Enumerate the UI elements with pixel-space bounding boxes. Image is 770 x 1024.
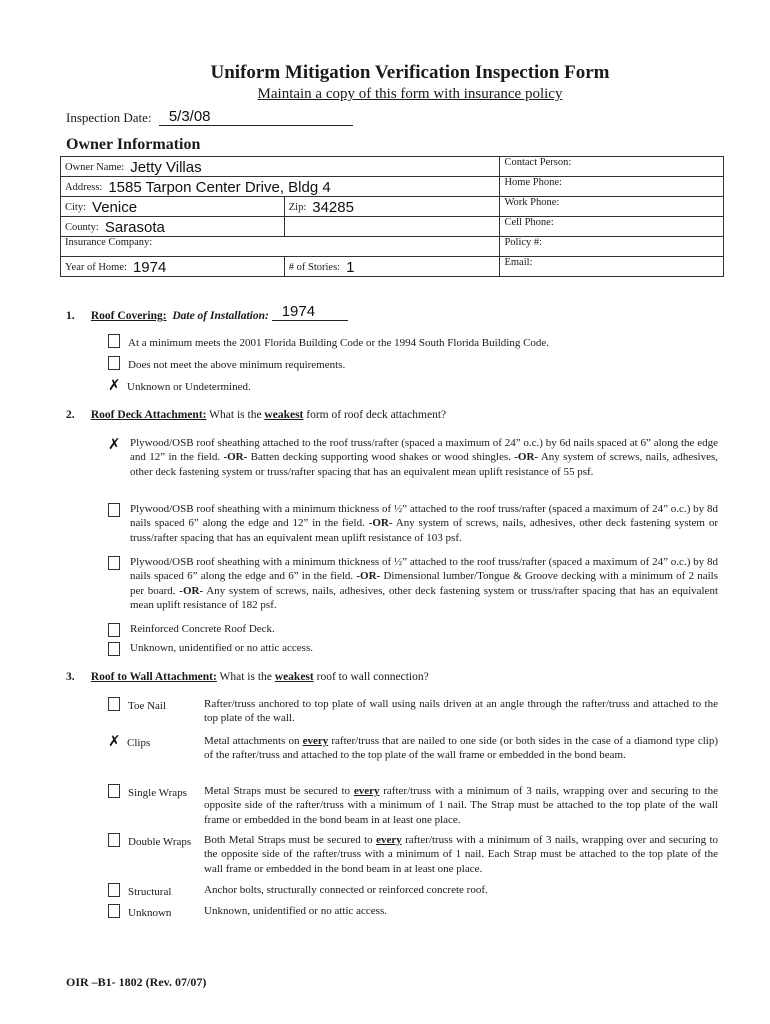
- form-subtitle: Maintain a copy of this form with insurance policy: [257, 86, 563, 102]
- roof-deck-option: [130, 622, 718, 636]
- roof-deck-option: [130, 436, 718, 479]
- installation-date-value: 1974: [281, 303, 316, 320]
- work-phone-label: Work Phone:: [504, 197, 560, 208]
- checkbox[interactable]: [108, 833, 120, 847]
- checkbox[interactable]: [108, 503, 120, 517]
- table-row: [61, 257, 724, 277]
- option-label: Clips: [127, 737, 151, 749]
- table-row: [61, 177, 724, 197]
- question-emphasis: weakest: [274, 671, 314, 683]
- section-number: 1.: [66, 310, 75, 322]
- city-field[interactable]: [61, 197, 285, 217]
- question-emphasis: weakest: [264, 409, 304, 421]
- installation-date-label: Date of Installation:: [172, 310, 269, 322]
- county-blank-field[interactable]: [284, 217, 500, 237]
- policy-number-field[interactable]: [500, 237, 724, 257]
- option-text: Batten decking supporting wood shakes or wood shingles.: [250, 451, 511, 464]
- inspection-date-value: 5/3/08: [168, 108, 211, 125]
- option-label: Toe Nail: [128, 700, 167, 712]
- county-value: Sarasota: [104, 219, 165, 236]
- home-phone-field[interactable]: [500, 177, 724, 197]
- checkbox[interactable]: [108, 642, 120, 656]
- form-title: Uniform Mitigation Verification Inspection Form: [210, 62, 610, 83]
- section-title: Roof to Wall Attachment:: [90, 671, 217, 683]
- zip-field[interactable]: [284, 197, 500, 217]
- description-text: rafter/truss with a minimum of 3 nails, wrapping over and securing to the opposite side of the rafter/truss with a minimum of 1 nail. Each Strap must be attached to the top plate of the wall frame or embedded in the bond beam in at least one place.: [204, 834, 718, 875]
- roof-deck-heading: [66, 409, 446, 421]
- option-label: Unknown: [128, 907, 172, 919]
- option-text: Reinforced Concrete Roof Deck.: [130, 623, 275, 635]
- description-text: Rafter/truss anchored to top plate of wall using nails driven at an angle through the rafter/truss and attached to the top plate of the wall.: [204, 698, 718, 725]
- owner-name-label: Owner Name:: [65, 162, 125, 173]
- checked-checkbox[interactable]: ✗: [108, 435, 121, 453]
- question-text: What is the: [209, 409, 262, 421]
- roof-deck-option: [130, 641, 718, 655]
- year-of-home-field[interactable]: [61, 257, 285, 277]
- or-separator: -OR-: [356, 570, 381, 583]
- year-of-home-value: 1974: [132, 259, 167, 276]
- roof-wall-option[interactable]: [108, 697, 166, 712]
- home-phone-label: Home Phone:: [504, 177, 562, 188]
- table-row: [61, 217, 724, 237]
- or-separator: -OR-: [223, 451, 248, 464]
- zip-value: 34285: [312, 199, 354, 216]
- checkbox[interactable]: [108, 697, 120, 711]
- city-value: Venice: [92, 199, 138, 216]
- option-description: [204, 734, 718, 763]
- address-value: 1585 Tarpon Center Drive, Bldg 4: [108, 179, 331, 196]
- option-text: Plywood/OSB roof sheathing with a minimum thickness of ½” attached to the roof truss/rafter (spaced a maximum of 24” o.c.) by 8d nails spaced 6” along the edge and 6” in the field.: [130, 556, 718, 583]
- address-label: Address:: [65, 182, 103, 193]
- roof-covering-heading: [66, 305, 348, 322]
- roof-covering-option[interactable]: [108, 334, 549, 350]
- roof-deck-option: [130, 502, 718, 545]
- zip-label: Zip:: [288, 202, 307, 213]
- form-footer: OIR –B1- 1802 (Rev. 07/07): [66, 975, 207, 989]
- description-text: rafter/truss with a minimum of 3 nails, wrapping over and securing to the opposite side of the rafter/truss with a minimum of 1 nail. The Strap must be attached to the top plate of the wall frame or embedded in the bond beam in at least one place.: [204, 785, 718, 826]
- option-label: Single Wraps: [128, 787, 187, 799]
- option-text: Any system of screws, nails, adhesives, other deck fastening system or truss/rafter spacing that has an equivalent mean uplift resistance of 103 psf.: [130, 517, 718, 544]
- cell-phone-field[interactable]: [500, 217, 724, 237]
- checkbox[interactable]: [108, 356, 120, 370]
- description-text: Metal attachments on: [204, 735, 300, 747]
- option-text: Plywood/OSB roof sheathing with a minimum thickness of ½” attached to the roof truss/rafter (spaced a maximum of 24” o.c.) by 8d nails spaced 6” along the edge and 12” in the field.: [130, 503, 718, 530]
- stories-label: # of Stories:: [288, 262, 341, 273]
- checked-checkbox[interactable]: ✗: [108, 376, 121, 394]
- contact-person-label: Contact Person:: [504, 157, 572, 168]
- checkbox[interactable]: [108, 334, 120, 348]
- option-description: [204, 833, 718, 876]
- email-field[interactable]: [500, 257, 724, 277]
- checkbox[interactable]: [108, 623, 120, 637]
- option-label: Structural: [128, 886, 172, 898]
- description-text: Both Metal Straps must be secured to: [204, 834, 373, 846]
- or-separator: -OR-: [179, 584, 204, 597]
- option-text: Any system of screws, nails, adhesives, other deck fastening system or truss/rafter spacing that has an equivalent mean uplift resistance of 55 psf.: [130, 451, 719, 478]
- question-text: What is the: [219, 671, 272, 683]
- year-of-home-label: Year of Home:: [65, 262, 127, 273]
- option-description: [204, 883, 718, 897]
- cell-phone-label: Cell Phone:: [504, 217, 554, 228]
- option-text: Unknown, unidentified or no attic access.: [130, 642, 313, 654]
- section-number: 2.: [66, 409, 75, 421]
- inspection-date-field[interactable]: [159, 109, 353, 126]
- description-emphasis: every: [353, 785, 380, 797]
- roof-wall-heading: [66, 671, 429, 683]
- work-phone-field[interactable]: [500, 197, 724, 217]
- roof-wall-option[interactable]: [108, 883, 171, 898]
- owner-info-table: [60, 156, 724, 277]
- roof-covering-option[interactable]: [108, 356, 345, 372]
- description-text: rafter/truss that are nailed to one side (or both sides in the case of a diamond type clip) of the rafter/truss and attached to the top plate of the wall frame or embedded in the bond beam.: [204, 735, 719, 762]
- owner-name-field[interactable]: [61, 157, 500, 177]
- roof-wall-option[interactable]: [108, 833, 191, 848]
- installation-date-field[interactable]: [272, 305, 348, 321]
- roof-wall-option[interactable]: [108, 734, 150, 749]
- description-emphasis: every: [376, 834, 402, 846]
- option-label: Unknown or Undetermined.: [127, 381, 251, 393]
- insurance-company-label: Insurance Company:: [65, 237, 153, 248]
- table-row: [61, 197, 724, 217]
- option-description: [204, 904, 718, 918]
- insurance-company-field[interactable]: [61, 237, 500, 257]
- option-description: [204, 784, 718, 827]
- roof-deck-option: [130, 555, 718, 613]
- county-label: County:: [65, 222, 99, 233]
- checkbox[interactable]: [108, 556, 120, 570]
- description-text: Anchor bolts, structurally connected or reinforced concrete roof.: [204, 884, 488, 896]
- table-row: [61, 237, 724, 257]
- stories-field[interactable]: [284, 257, 500, 277]
- option-text: Plywood/OSB roof sheathing attached to the roof truss/rafter (spaced a maximum of 24” o.c.) by 6d nails spaced at 6” along the edge and 12” in the field.: [130, 437, 718, 464]
- stories-value: 1: [346, 259, 355, 276]
- section-number: 3.: [66, 671, 75, 683]
- roof-covering-option[interactable]: [108, 378, 251, 394]
- table-row: [61, 157, 724, 177]
- policy-number-label: Policy #:: [504, 237, 543, 248]
- option-description: [204, 697, 718, 726]
- option-text: Any system of screws, nails, adhesives, other deck fastening system or truss/rafter spacing that has an equivalent mean uplift resistance of 182 psf.: [130, 584, 718, 612]
- option-text: Dimensional lumber/Tongue & Groove decking with a minimum of 2 nails per board.: [130, 570, 718, 597]
- section-title: Roof Deck Attachment:: [90, 409, 207, 421]
- option-label: Double Wraps: [128, 836, 192, 848]
- description-text: Unknown, unidentified or no attic access.: [204, 905, 387, 917]
- email-label: Email:: [504, 257, 533, 268]
- owner-name-value: Jetty Villas: [130, 159, 202, 176]
- description-emphasis: every: [302, 735, 329, 747]
- or-separator: -OR-: [368, 517, 393, 530]
- inspection-date-row: [66, 109, 353, 126]
- roof-wall-option[interactable]: [108, 904, 171, 919]
- checkbox[interactable]: [108, 904, 120, 918]
- roof-wall-option[interactable]: [108, 784, 187, 799]
- or-separator: -OR-: [514, 451, 539, 464]
- inspection-date-label: Inspection Date:: [66, 110, 152, 125]
- county-field[interactable]: [61, 217, 285, 237]
- question-text: form of roof deck attachment?: [306, 409, 447, 421]
- city-label: City:: [65, 202, 87, 213]
- option-label: At a minimum meets the 2001 Florida Building Code or the 1994 South Florida Building Code.: [128, 337, 550, 349]
- option-label: Does not meet the above minimum requirements.: [128, 359, 346, 371]
- owner-info-heading: Owner Information: [66, 136, 201, 153]
- address-field[interactable]: [61, 177, 500, 197]
- checkbox[interactable]: [108, 784, 120, 798]
- section-title: Roof Covering:: [90, 310, 167, 322]
- description-text: Metal Straps must be secured to: [204, 785, 351, 797]
- checkbox[interactable]: [108, 883, 120, 897]
- question-text: roof to wall connection?: [316, 671, 429, 683]
- contact-person-field[interactable]: [500, 157, 724, 177]
- checked-checkbox[interactable]: ✗: [108, 732, 121, 750]
